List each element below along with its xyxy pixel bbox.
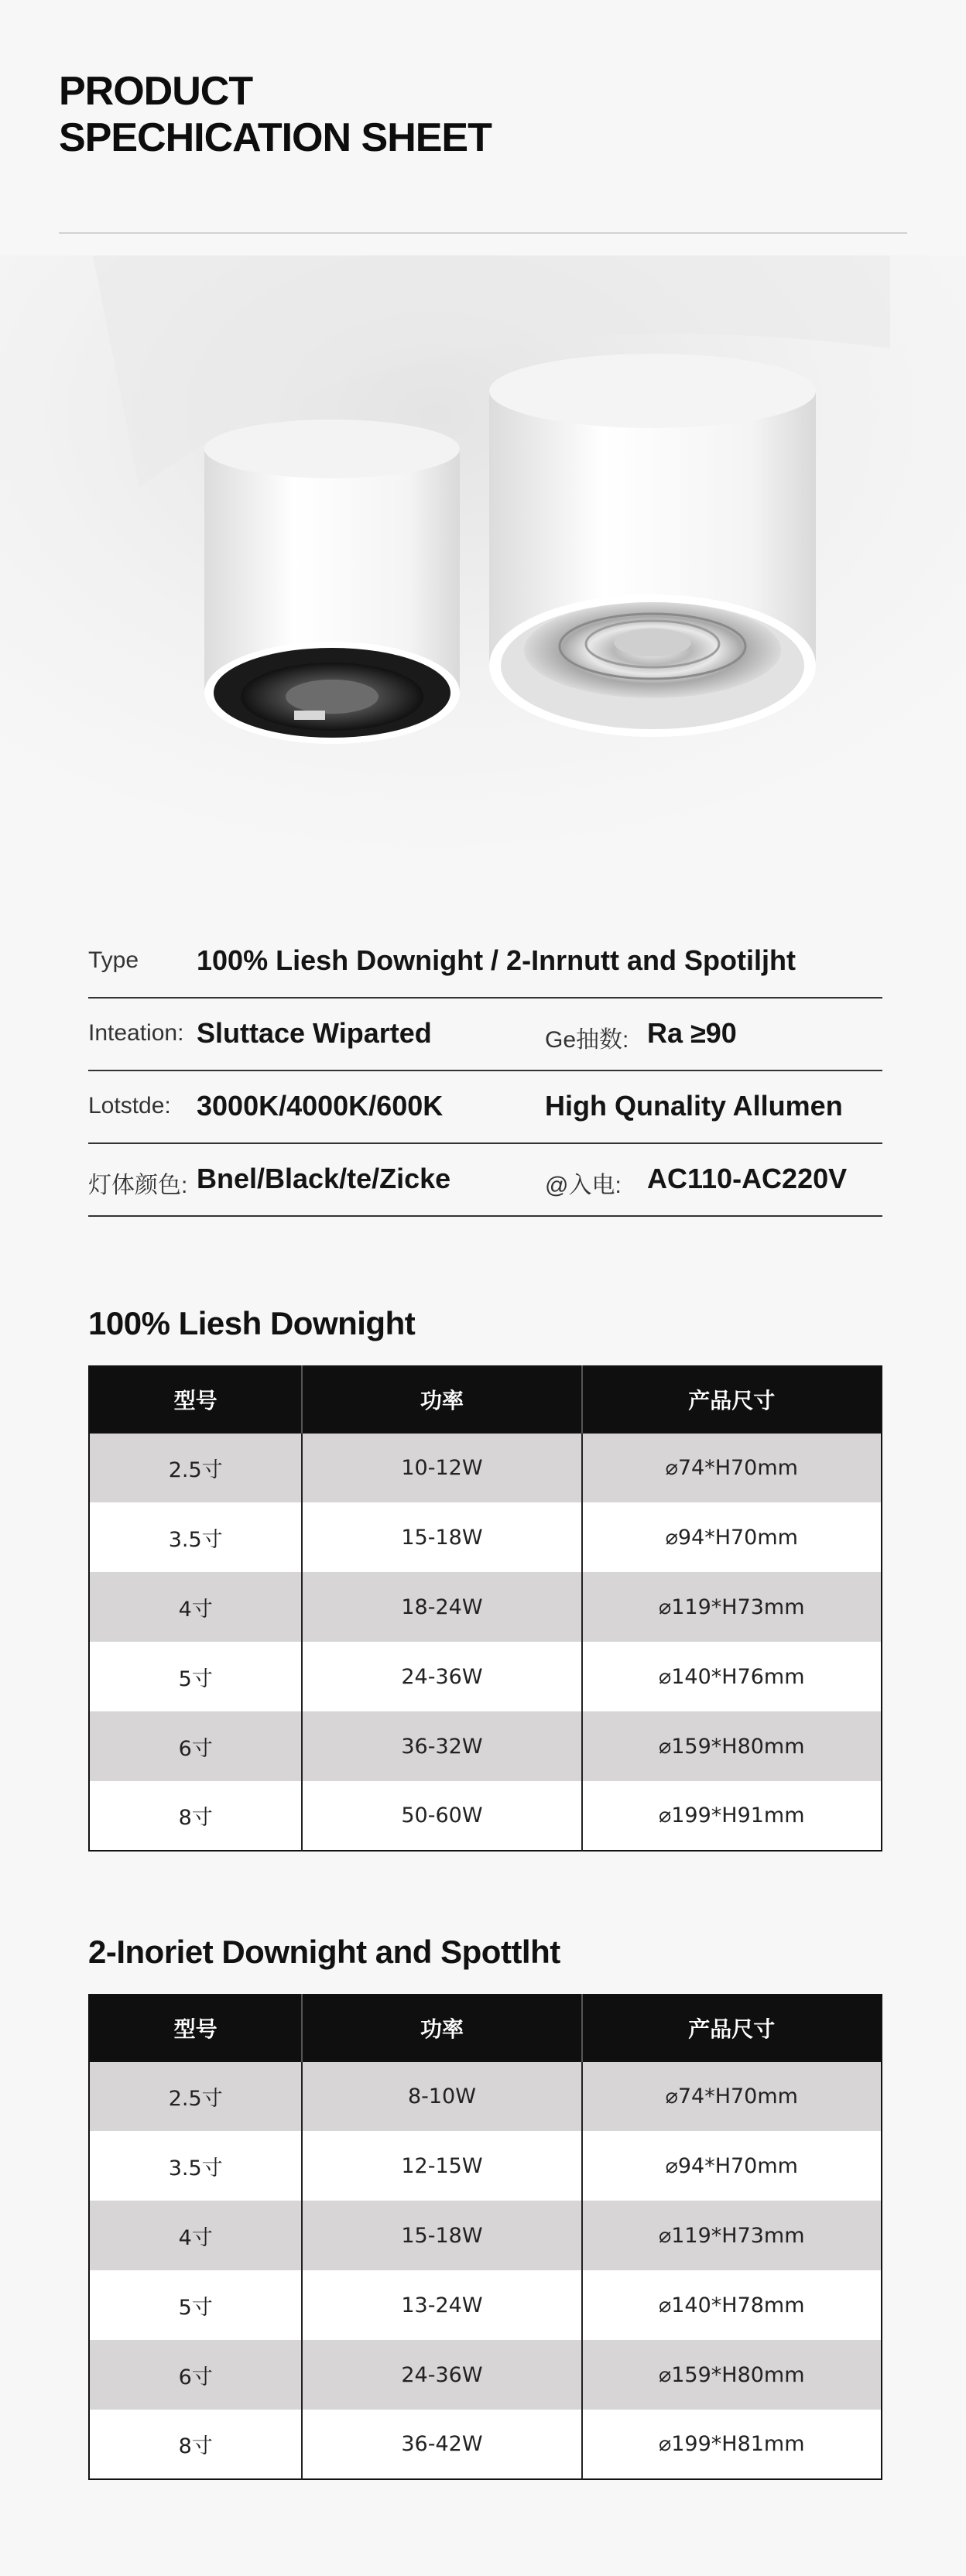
spec-value: Sluttace Wiparted [197,1017,432,1049]
cell: 5寸 [89,2270,302,2340]
cell: 6寸 [89,2340,302,2410]
cell: 2.5寸 [89,1433,302,1502]
cell: ⌀74*H70mm [582,2061,882,2131]
spec-list [88,926,882,1217]
spec-label: Ge抽数: [545,1027,629,1053]
cell: ⌀119*H73mm [582,2201,882,2270]
spec-row-type [88,926,882,999]
table-row [89,2131,882,2201]
cell: 12-15W [302,2131,581,2201]
type-value: 100% Liesh Downight / 2-Inrnutt and Spotiljht [197,944,796,976]
spec-table-2 [88,1994,882,2480]
spec-value: 3000K/4000K/600K [197,1090,444,1122]
cell: 15-18W [302,2201,581,2270]
cell: ⌀140*H78mm [582,2270,882,2340]
cell: 24-36W [302,2340,581,2410]
cell: 8寸 [89,2410,302,2479]
cell: 8寸 [89,1781,302,1851]
cell: ⌀159*H80mm [582,1711,882,1781]
cell: 15-18W [302,1502,581,1572]
spec-value: Bnel/Black/te/Zicke [197,1163,451,1194]
page-title [59,68,492,161]
table-row [89,2340,882,2410]
cell: 10-12W [302,1433,581,1502]
spec-label: Lotstde: [88,1093,171,1118]
column-header: 功率 [302,1366,581,1433]
table-row [89,1781,882,1851]
cell: 24-36W [302,1642,581,1711]
title-line-1: PRODUCT [59,69,253,114]
cell: 3.5寸 [89,1502,302,1572]
cell: ⌀74*H70mm [582,1433,882,1502]
spec-row [88,1071,882,1144]
table-row [89,1502,882,1572]
cell: 8-10W [302,2061,581,2131]
left-downlight [204,420,460,744]
spec-value: High Qunality Allumen [545,1090,843,1122]
type-label: Type [88,947,139,973]
cell: 36-32W [302,1711,581,1781]
cell: ⌀199*H91mm [582,1781,882,1851]
cell: 50-60W [302,1781,581,1851]
title-line-2: SPECHICATION SHEET [59,115,492,160]
cell: ⌀159*H80mm [582,2340,882,2410]
spec-value: Ra ≥90 [647,1017,737,1049]
column-header: 型号 [89,1995,302,2061]
cell: ⌀140*H76mm [582,1642,882,1711]
table-row [89,1711,882,1781]
cell: ⌀119*H73mm [582,1572,882,1642]
cell: 6寸 [89,1711,302,1781]
spec-label: 灯体颜色: [88,1173,188,1198]
column-header: 型号 [89,1366,302,1433]
section-title-2: 2-Inoriet Downight and Spottlht [88,1934,560,1970]
cell: 18-24W [302,1572,581,1642]
spec-value: AC110-AC220V [647,1163,848,1194]
spec-row [88,999,882,1071]
section-title-1: 100% Liesh Downight [88,1305,416,1341]
table-row [89,2270,882,2340]
table-row [89,2410,882,2479]
cell: ⌀199*H81mm [582,2410,882,2479]
spec-row [88,1144,882,1217]
table-row [89,1433,882,1502]
cell: 4寸 [89,1572,302,1642]
right-downlight [489,354,816,737]
cell: 36-42W [302,2410,581,2479]
cell: ⌀94*H70mm [582,1502,882,1572]
divider [59,232,907,234]
table-row [89,2201,882,2270]
spec-table-1 [88,1365,882,1852]
column-header: 功率 [302,1995,581,2061]
column-header: 产品尺寸 [582,1995,882,2061]
column-header: 产品尺寸 [582,1366,882,1433]
cell: 2.5寸 [89,2061,302,2131]
cell: 4寸 [89,2201,302,2270]
cell: 13-24W [302,2270,581,2340]
table-row [89,1642,882,1711]
cell: 3.5寸 [89,2131,302,2201]
cell: ⌀94*H70mm [582,2131,882,2201]
spec-label: @入电: [545,1173,622,1198]
product-image [0,255,966,890]
table-row [89,2061,882,2131]
spec-label: Inteation: [88,1020,184,1046]
cell: 5寸 [89,1642,302,1711]
table-row [89,1572,882,1642]
